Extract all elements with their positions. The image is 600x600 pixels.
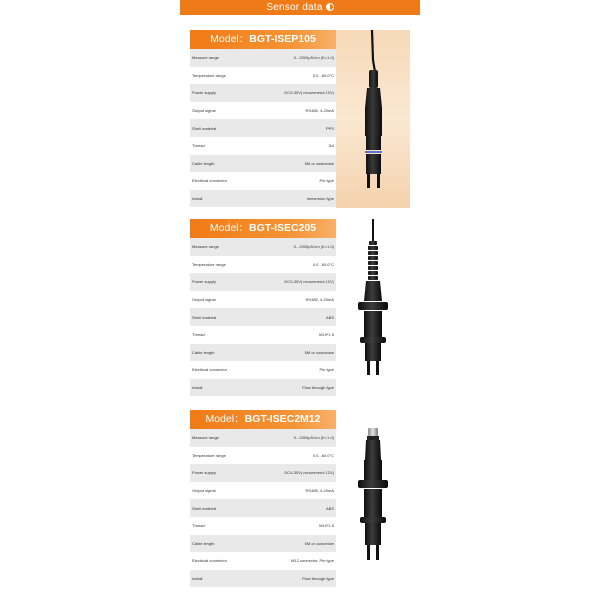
spec-value: Pin type: [319, 178, 334, 184]
spec-value: ABS: [325, 314, 334, 320]
spec-value: RS485, 4-20mA: [305, 488, 334, 494]
spec-row: [190, 190, 336, 208]
spec-row: [190, 155, 336, 173]
spec-row: [190, 291, 336, 309]
spec-value: 0.0...60.0°C: [312, 72, 334, 78]
model-name: BGT-ISEC2M12: [244, 413, 321, 425]
spec-label: Temperature range: [192, 72, 226, 78]
model-name: BGT-ISEP105: [249, 33, 316, 45]
spec-value: 0.0...60.0°C: [312, 261, 334, 267]
spec-row: [190, 482, 336, 500]
spec-value: RS485, 4-20mA: [305, 108, 334, 114]
spec-value: 0...2000μS/cm (K=1.0): [293, 55, 334, 61]
spec-value: DC9-30V( recommend 12V): [284, 470, 334, 476]
spec-row: [190, 447, 336, 465]
spec-row: [190, 552, 336, 570]
spec-row: [190, 326, 336, 344]
sensor-data-header: [180, 0, 420, 15]
spec-value: M19*1.5: [319, 332, 334, 338]
spec-label: Cable length: [192, 349, 215, 355]
spec-label: Cable length: [192, 540, 215, 546]
spec-label: Electrical connector: [192, 178, 227, 184]
spec-label: Shell material: [192, 314, 217, 320]
spec-label: Temperature range: [192, 261, 226, 267]
spec-label: Electrical connector: [192, 558, 227, 564]
spec-table: [190, 49, 336, 207]
spec-row: [190, 273, 336, 291]
spec-row: [190, 570, 336, 588]
spec-row: [190, 256, 336, 274]
spec-value: 5M or customize: [304, 540, 334, 546]
spec-label: Output signal: [192, 108, 216, 114]
spec-row: [190, 535, 336, 553]
spec-row: [190, 361, 336, 379]
spec-value: 5M or customize: [304, 160, 334, 166]
sensor-photo-isep105: [336, 30, 410, 208]
spec-value: 0...2000μS/cm (K=1.0): [293, 244, 334, 250]
spec-label: Temperature range: [192, 452, 226, 458]
spec-label: Thread: [192, 143, 205, 149]
spec-label: Power supply: [192, 279, 217, 285]
sensor-photo-isec2m12: [336, 410, 410, 588]
spec-label: Thread: [192, 523, 205, 529]
spec-row: [190, 102, 336, 120]
spec-value: 0...2000μS/cm (K=1.0): [293, 435, 334, 441]
model-prefix: Model：: [205, 413, 245, 425]
spec-label: Install: [192, 385, 203, 391]
spec-value: M19*1.5: [319, 523, 334, 529]
spec-label: Measure range: [192, 55, 219, 61]
spec-row: [190, 137, 336, 155]
spec-value: Pin type: [319, 367, 334, 373]
spec-value: Immersion type: [306, 196, 334, 202]
spec-value: 5M or customize: [304, 349, 334, 355]
model-bar: [190, 219, 336, 238]
spec-value: Flow through type: [302, 385, 334, 391]
sensor-photo-isec205: [336, 219, 410, 397]
spec-label: Cable length: [192, 160, 215, 166]
spec-row: [190, 379, 336, 397]
spec-row: [190, 464, 336, 482]
spec-row: [190, 308, 336, 326]
spec-value: Flow through type: [302, 576, 334, 582]
spec-value: DC9-30V( recommend 12V): [284, 90, 334, 96]
spec-label: Install: [192, 196, 203, 202]
spec-row: [190, 499, 336, 517]
spec-row: [190, 429, 336, 447]
spec-row: [190, 238, 336, 256]
spec-label: Electrical connector: [192, 367, 227, 373]
spec-table: [190, 429, 336, 587]
spec-label: Install: [192, 576, 203, 582]
spec-label: Output signal: [192, 297, 216, 303]
spec-label: Power supply: [192, 470, 217, 476]
spec-table: [190, 238, 336, 396]
model-prefix: Model：: [209, 222, 249, 234]
spec-label: Shell material: [192, 505, 217, 511]
spec-value: ABS: [325, 505, 334, 511]
spec-row: [190, 67, 336, 85]
spec-row: [190, 84, 336, 102]
spec-label: Measure range: [192, 244, 219, 250]
spec-value: PPS: [325, 125, 334, 131]
spec-label: Thread: [192, 332, 205, 338]
half-circle-icon: [326, 3, 334, 11]
spec-row: [190, 119, 336, 137]
header-title: Sensor data: [266, 2, 323, 13]
spec-row: [190, 172, 336, 190]
spec-value: 3/4: [328, 143, 334, 149]
spec-label: Shell material: [192, 125, 217, 131]
spec-value: RS485, 4-20mA: [305, 297, 334, 303]
spec-row: [190, 517, 336, 535]
spec-row: [190, 344, 336, 362]
spec-value: 0.0...60.0°C: [312, 452, 334, 458]
spec-label: Measure range: [192, 435, 219, 441]
spec-label: Power supply: [192, 90, 217, 96]
spec-value: M12 connector, Pin type: [291, 558, 334, 564]
spec-row: [190, 49, 336, 67]
spec-label: Output signal: [192, 488, 216, 494]
model-bar: [190, 30, 336, 49]
model-bar: [190, 410, 336, 429]
spec-value: DC9-30V( recommend 12V): [284, 279, 334, 285]
model-prefix: Model：: [210, 33, 250, 45]
model-name: BGT-ISEC205: [249, 222, 317, 234]
